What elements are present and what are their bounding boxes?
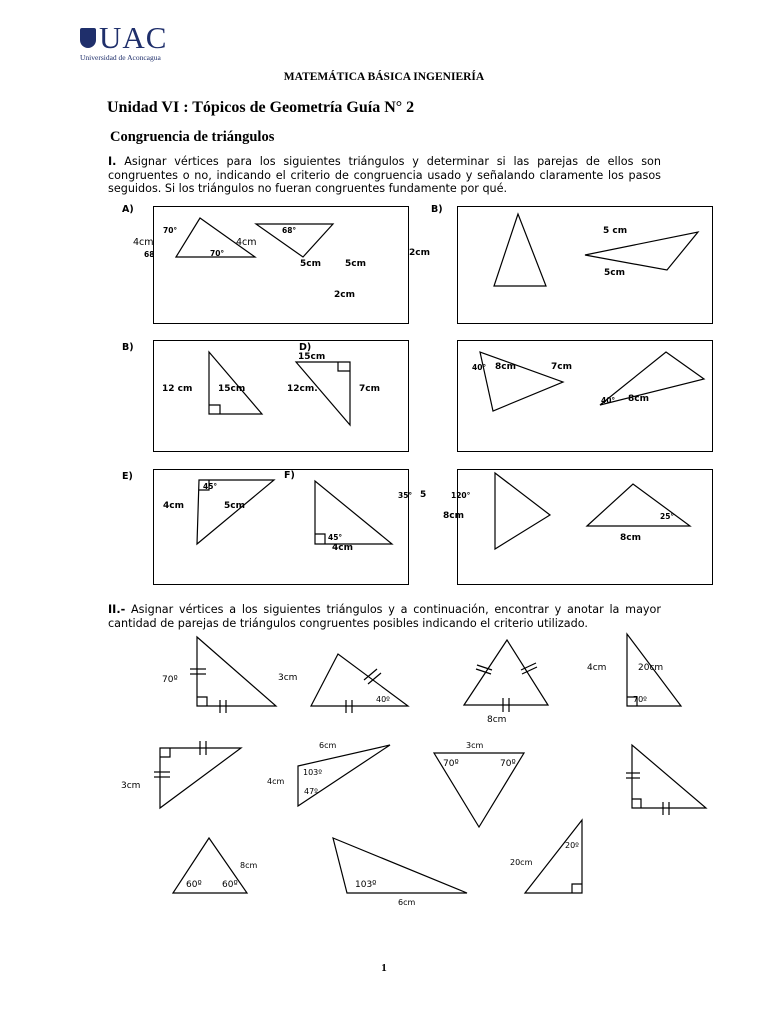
side-label: 2cm	[334, 290, 355, 300]
side-label: 3cm	[278, 673, 298, 683]
angle-label: 70º	[443, 759, 459, 769]
side-label: 20cm	[638, 663, 664, 673]
angle-label: 70º	[633, 695, 647, 704]
side-label: 5cm	[604, 268, 625, 278]
side-label: 4cm	[163, 501, 184, 511]
side-label: 5cm	[300, 259, 321, 269]
label-a: A)	[122, 204, 134, 215]
triangle	[311, 654, 408, 706]
label-b: B)	[431, 204, 443, 215]
side-label: 8cm	[628, 394, 649, 404]
side-label: 4cm	[587, 663, 607, 673]
angle-label: 20º	[565, 841, 579, 850]
side-label: 15cm	[218, 384, 246, 394]
side-label: 6cm	[319, 741, 337, 750]
side-label: 4cm	[267, 777, 285, 786]
side-label: 5cm	[345, 259, 366, 269]
angle-label: 103º	[303, 768, 323, 777]
part2-numeral: II.-	[108, 603, 126, 616]
side-label: 12cm.	[287, 384, 318, 394]
right-angle-mark	[197, 697, 207, 706]
side-label: 5 cm	[603, 226, 628, 236]
page-number: 1	[381, 962, 387, 974]
angle-label: 40°	[472, 363, 487, 372]
side-label: 8cm	[620, 533, 641, 543]
section-title: Congruencia de triángulos	[110, 129, 275, 145]
angle-label: 35°	[398, 491, 413, 500]
right-angle-mark	[160, 748, 170, 757]
angle-label: 70º	[162, 675, 178, 685]
label-b2: B)	[122, 342, 134, 353]
label-f: F)	[284, 470, 295, 481]
angle-label: 60º	[186, 880, 202, 890]
logo-text: UAC	[99, 20, 168, 55]
angle-label: 47º	[304, 787, 318, 796]
logo-subtext: Universidad de Aconcagua	[80, 53, 161, 62]
side-label: 2cm	[409, 248, 430, 258]
angle-label: 60º	[222, 880, 238, 890]
side-label: 5	[420, 490, 427, 500]
course-title: MATEMÁTICA BÁSICA INGENIERÍA	[283, 71, 485, 83]
side-label: 20cm	[510, 858, 533, 867]
right-angle-mark	[632, 799, 641, 808]
side-label: 6cm	[398, 898, 416, 907]
angle-label: 103º	[355, 880, 377, 890]
angle-label: 70°	[210, 249, 225, 258]
unit-title: Unidad VI : Tópicos de Geometría Guía N° 2	[107, 99, 415, 116]
side-label: 12 cm	[162, 384, 193, 394]
part2-text: Asignar vértices a los siguientes triángulos y a continuación, encontrar y anotar la mayor cantidad de parejas de triángulos congruentes posibles indicando el criterio utilizado.	[108, 603, 661, 630]
angle-label: 25°	[660, 512, 675, 521]
side-label: 7cm	[359, 384, 380, 394]
angle-label: 70º	[500, 759, 516, 769]
angle-label: 40º	[376, 695, 390, 704]
triangle	[197, 637, 276, 706]
side-label: 8cm	[495, 362, 516, 372]
angle-label: 68	[144, 250, 155, 259]
side-label: 5cm	[224, 501, 245, 511]
triangle	[160, 748, 241, 808]
side-label: 7cm	[551, 362, 572, 372]
side-label: 8cm	[487, 715, 507, 725]
triangle	[333, 838, 467, 893]
angle-label: 45°	[203, 482, 218, 491]
angle-label: 120°	[451, 491, 471, 500]
side-label: 3cm	[466, 741, 484, 750]
side-label: 4cm	[133, 237, 154, 248]
triangle	[525, 820, 582, 893]
part1-text: Asignar vértices para los siguientes triángulos y determinar si las parejas de ellos son congruentes o no, indicando el criterio de congruencia usado y señalando claramente los pasos seguidos. Si los triángulos no fueran congruentes fundamente por qué.	[108, 155, 661, 195]
side-label: 4cm	[332, 543, 353, 553]
triangle	[632, 745, 706, 808]
label-d: D)	[299, 342, 312, 353]
side-label: 3cm	[121, 781, 141, 791]
side-label: 8cm	[240, 861, 258, 870]
angle-label: 40°	[601, 396, 616, 405]
angle-label: 45°	[328, 533, 343, 542]
side-label: 8cm	[443, 511, 464, 521]
right-angle-mark	[572, 884, 582, 893]
side-label: 4cm	[236, 237, 257, 248]
angle-label: 70°	[163, 226, 178, 235]
label-e: E)	[122, 471, 133, 482]
part1-numeral: I.	[108, 155, 117, 168]
triangle	[464, 640, 548, 705]
angle-label: 68°	[282, 226, 297, 235]
side-label: 15cm	[298, 352, 326, 362]
